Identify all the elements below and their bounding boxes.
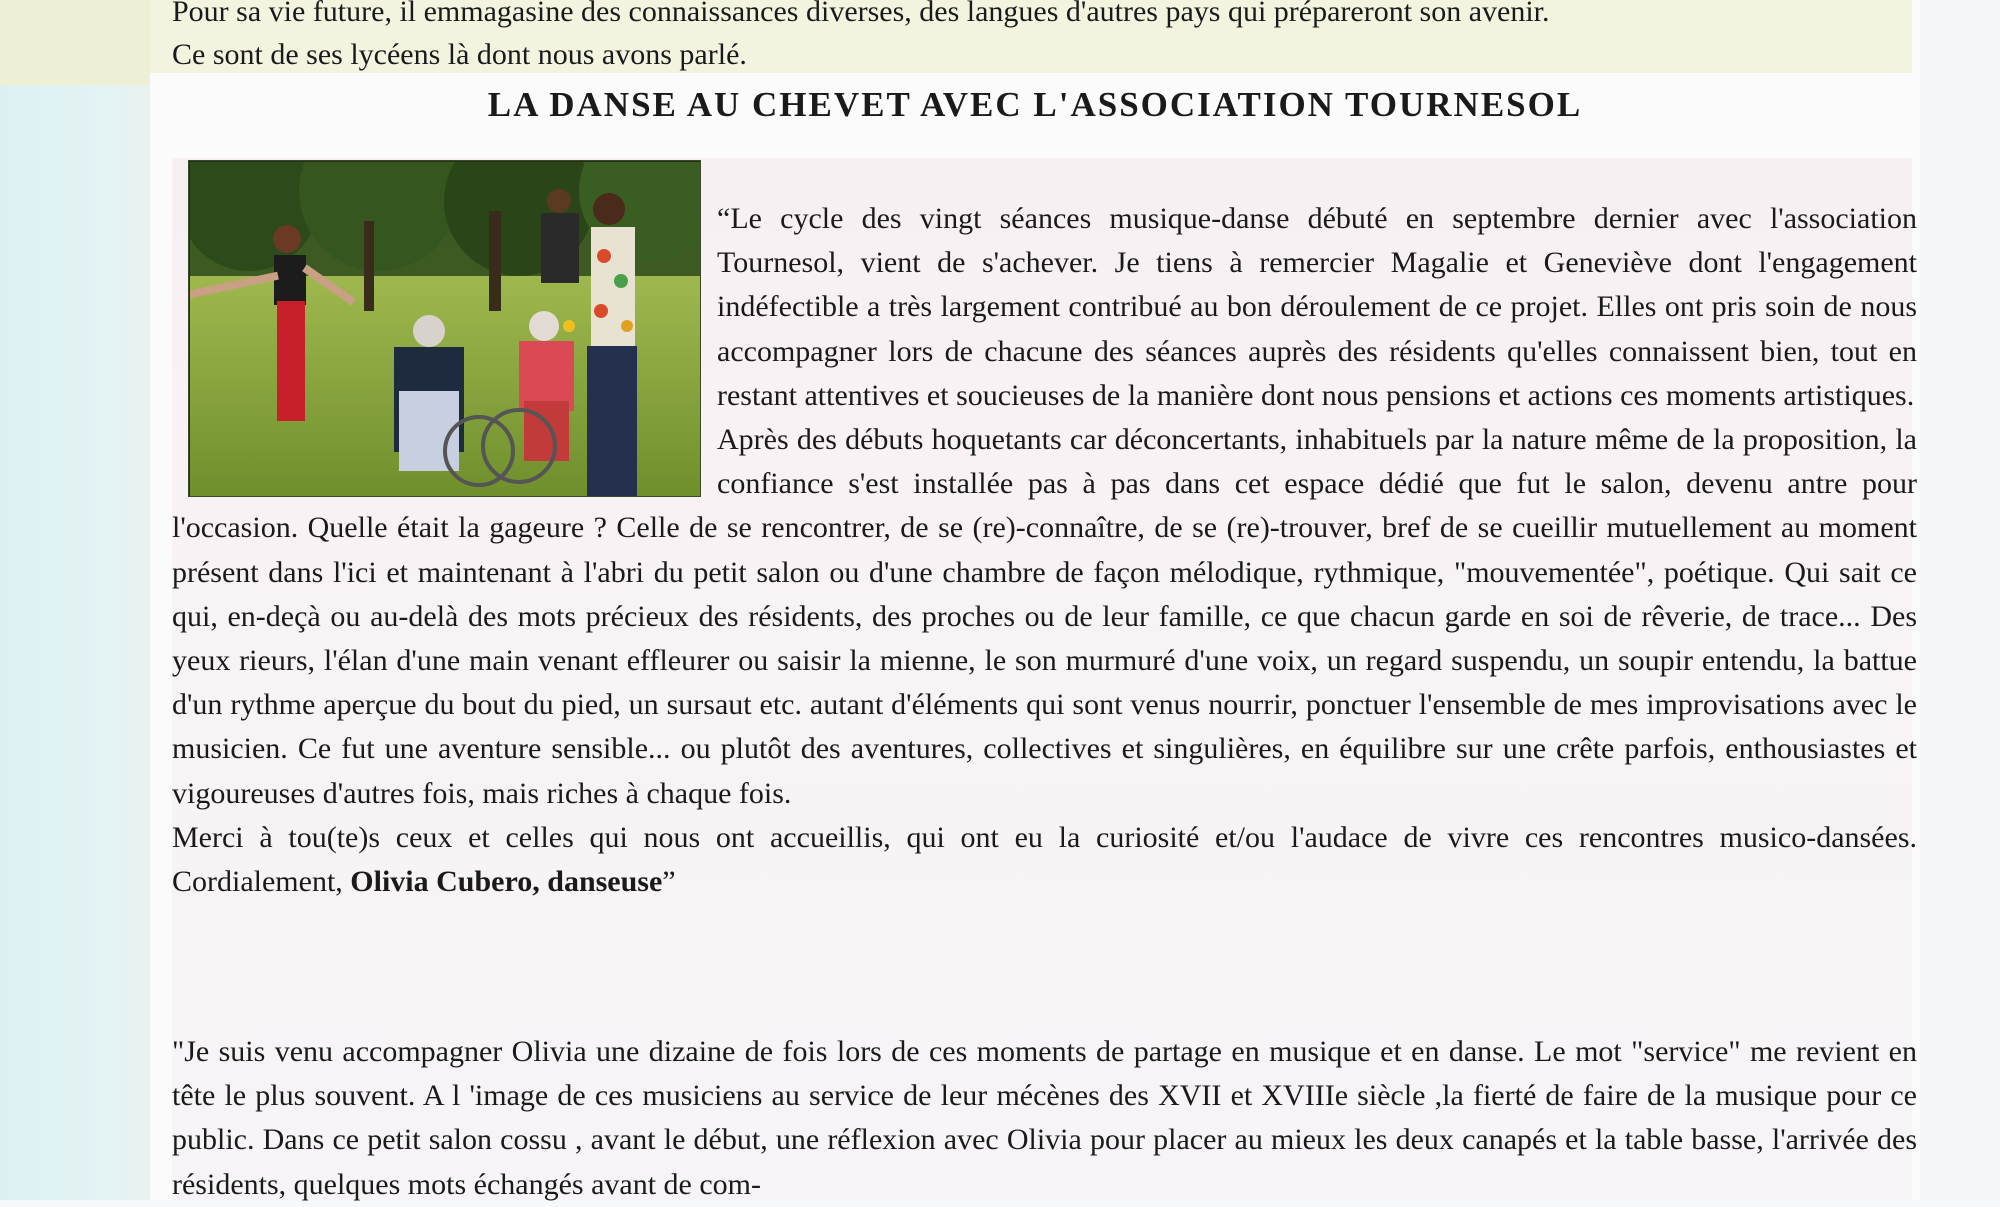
article-paragraph-4: "Je suis venu accompagner Olivia une dizaine de fois lors de ces moments de partage en musique et en danse. Le mot "service" me revient en tête le plus souvent. A l 'image de ces musiciens au service de leur mécènes des XVII et XVIIIe siècle ,la fierté de faire de la musique pour ce public. Dans ce petit salon cossu , avant le début, une réflexion avec Olivia pour placer au mieux les deux canapés et la table basse, l'arrivée des résidents, quelques mots échangés avant de com- <box>172 1035 1917 1201</box>
article-paragraph-1: “Le cycle des vingt séances musique-danse débuté en septembre dernier avec l'association Tournesol, vient de s'achever. Je tiens à remercier Magalie et Geneviève dont l'engagement indéfectible a très largement contribué au bon déroulement de ce projet. Elles ont pris soin de nous accompagner lors de chacune des séances auprès des résidents qu'elles connaissent bien, tout en restant attentives et soucieuses de la manière dont nous pensions et actions ces moments artistiques. <box>717 202 1917 412</box>
previous-article-block <box>150 0 1912 73</box>
page-margin-left-top <box>0 0 150 85</box>
article-paragraph-4-block <box>172 1030 1917 1207</box>
intro-line-2: Ce sont de ses lycéens là dont nous avons parlé. <box>172 38 747 71</box>
closing-quote: ” <box>662 865 676 899</box>
article-paragraph-3 <box>172 816 1917 904</box>
article-signature: Olivia Cubero, danseuse <box>350 865 663 899</box>
page-margin-right <box>1920 0 2000 1200</box>
previous-article-text <box>172 0 1912 76</box>
page-margin-left <box>0 0 150 1200</box>
intro-line-1: Pour sa vie future, il emmagasine des connaissances diverses, des langues d'autres pays qui prépareront son avenir. <box>172 0 1550 28</box>
article-paragraph-3-text: Merci à tou(te)s ceux et celles qui nous ont accueillis, qui ont eu la curiosité et/ou l'audace de vivre ces rencontres musico-dansées. Cordialement, <box>172 820 1917 899</box>
article-body <box>172 197 1917 904</box>
article-paragraph-2: Après des débuts hoquetants car déconcertants, inhabituels par la nature même de la proposition, la confiance s'est installée pas à pas dans cet espace dédié que fut le salon, devenu antre pour l'occasion. Quelle était la gageure ? Celle de se rencontrer, de se (re)-connaître, de se (re)-trouver, bref de se cueillir mutuellement au moment présent dans l'ici et maintenant à l'abri du petit salon ou d'une chambre de façon mélodique, rythmique, "mouvementée", poétique. Qui sait ce qui, en-deçà ou au-delà des mots précieux des résidents, des proches ou de leur famille, ce que chacun garde en soi de rêverie, de trace... Des yeux rieurs, l'élan d'une main venant effleurer ou saisir la mienne, le son murmuré d'une voix, un regard suspendu, un soupir entendu, la battue d'un rythme aperçue du bout du pied, un sursaut etc. autant d'éléments qui sont venus nourrir, ponctuer l'ensemble de mes improvisations avec le musicien. Ce fut une aventure sensible... ou plutôt des aventures, collectives et singulières, en équilibre sur une crête parfois, enthousiastes et vigoureuses d'autres fois, mais riches à chaque fois. <box>172 423 1917 810</box>
photo-spacer <box>172 197 717 484</box>
article-heading: LA DANSE AU CHEVET AVEC L'ASSOCIATION TOURNESOL <box>487 85 1583 124</box>
